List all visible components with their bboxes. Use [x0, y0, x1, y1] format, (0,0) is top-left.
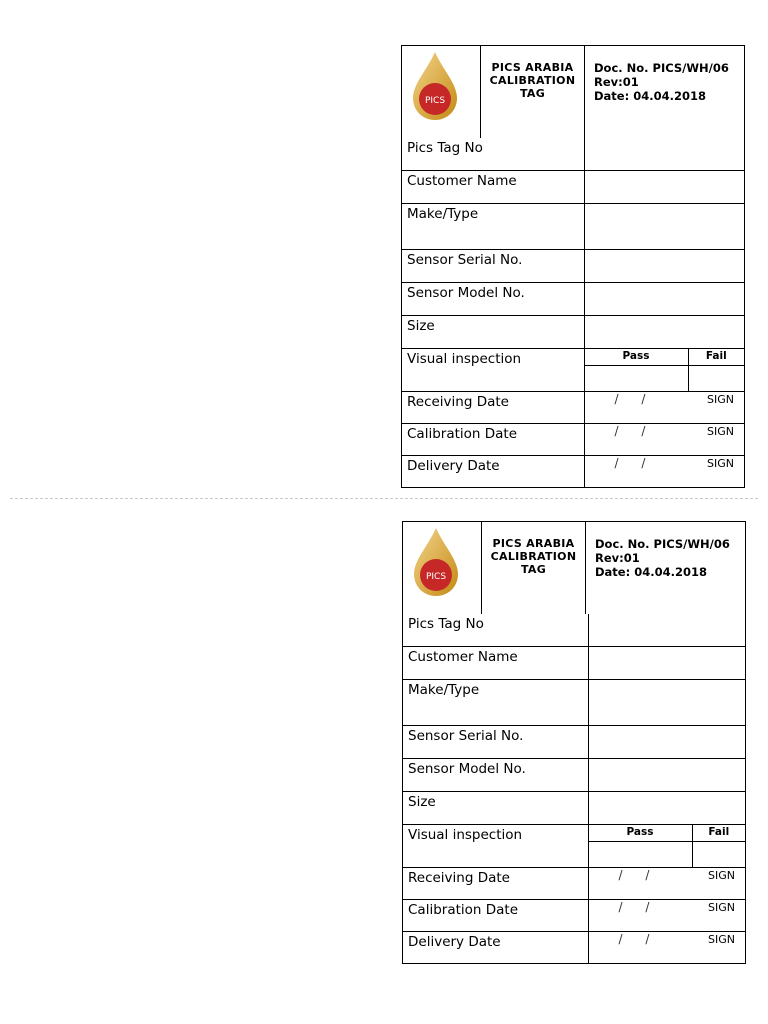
label-delivery-date: Delivery Date	[403, 932, 588, 964]
logo-cell	[403, 522, 482, 614]
field-tag-no[interactable]	[584, 138, 744, 171]
doc-info: Doc. No. PICS/WH/06 Rev:01 Date: 04.04.2018	[586, 522, 746, 614]
field-delivery-date[interactable]: / / SIGN	[588, 932, 745, 964]
pass-header: Pass	[585, 349, 689, 366]
field-delivery-date[interactable]: / / SIGN	[584, 456, 744, 488]
label-customer-name: Customer Name	[402, 171, 584, 204]
pass-box[interactable]	[589, 842, 693, 867]
pass-box[interactable]	[585, 366, 689, 391]
pass-header: Pass	[589, 825, 693, 842]
sign-label: SIGN	[707, 425, 734, 438]
calibration-tag-2	[402, 521, 746, 964]
tag-title: PICS ARABIA CALIBRATION TAG	[482, 522, 586, 614]
label-visual-inspection: Visual inspection	[402, 349, 584, 392]
field-customer-name[interactable]	[584, 171, 744, 204]
visual-inspection-cell	[584, 349, 744, 392]
field-sensor-serial[interactable]	[588, 726, 745, 759]
label-customer-name: Customer Name	[403, 647, 588, 680]
visual-inspection-cell	[588, 825, 745, 868]
label-visual-inspection: Visual inspection	[403, 825, 588, 868]
field-sensor-model[interactable]	[588, 759, 745, 792]
pics-logo-icon	[411, 526, 461, 598]
label-calibration-date: Calibration Date	[403, 900, 588, 932]
svg-text:PICS: PICS	[424, 96, 446, 106]
cut-line	[10, 498, 758, 499]
logo-cell	[402, 46, 481, 138]
pics-logo-icon	[410, 50, 460, 122]
label-tag-no: Pics Tag No	[402, 138, 584, 171]
field-calibration-date[interactable]: / / SIGN	[584, 424, 744, 456]
sign-label: SIGN	[707, 393, 734, 406]
label-sensor-serial: Sensor Serial No.	[402, 250, 584, 283]
doc-info: Doc. No. PICS/WH/06 Rev:01 Date: 04.04.2018	[585, 46, 745, 138]
label-delivery-date: Delivery Date	[402, 456, 584, 488]
label-make-type: Make/Type	[403, 680, 588, 726]
field-sensor-serial[interactable]	[584, 250, 744, 283]
field-make-type[interactable]	[588, 680, 745, 726]
field-sensor-model[interactable]	[584, 283, 744, 316]
label-tag-no: Pics Tag No	[403, 614, 588, 647]
field-receiving-date[interactable]: / / SIGN	[584, 392, 744, 424]
field-size[interactable]	[584, 316, 744, 349]
label-size: Size	[403, 792, 588, 825]
label-sensor-serial: Sensor Serial No.	[403, 726, 588, 759]
svg-text:PICS: PICS	[425, 572, 447, 582]
field-customer-name[interactable]	[588, 647, 745, 680]
calibration-tag-1	[401, 45, 745, 488]
field-tag-no[interactable]	[588, 614, 745, 647]
label-receiving-date: Receiving Date	[402, 392, 584, 424]
sign-label: SIGN	[708, 901, 735, 914]
field-calibration-date[interactable]: / / SIGN	[588, 900, 745, 932]
field-make-type[interactable]	[584, 204, 744, 250]
label-receiving-date: Receiving Date	[403, 868, 588, 900]
label-size: Size	[402, 316, 584, 349]
field-size[interactable]	[588, 792, 745, 825]
fail-header: Fail	[689, 349, 745, 366]
sign-label: SIGN	[708, 869, 735, 882]
label-sensor-model: Sensor Model No.	[403, 759, 588, 792]
label-make-type: Make/Type	[402, 204, 584, 250]
label-sensor-model: Sensor Model No.	[402, 283, 584, 316]
field-receiving-date[interactable]: / / SIGN	[588, 868, 745, 900]
sign-label: SIGN	[708, 933, 735, 946]
fail-header: Fail	[693, 825, 746, 842]
sign-label: SIGN	[707, 457, 734, 470]
tag-title: PICS ARABIA CALIBRATION TAG	[481, 46, 585, 138]
label-calibration-date: Calibration Date	[402, 424, 584, 456]
